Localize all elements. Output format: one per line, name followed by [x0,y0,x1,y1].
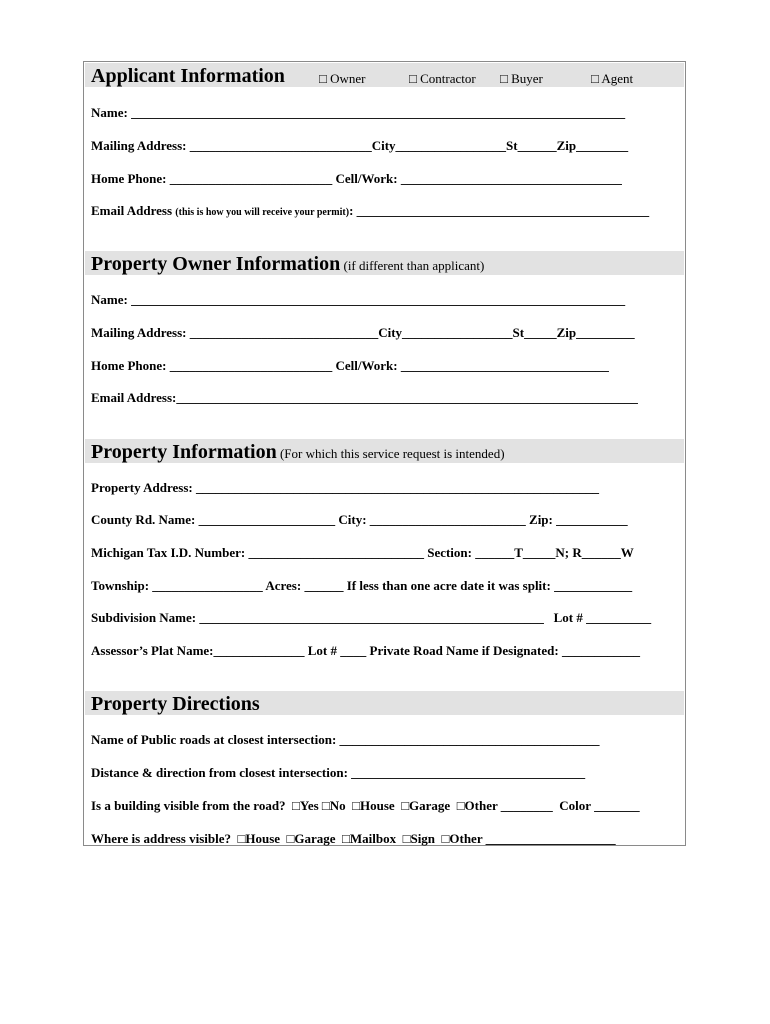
applicant-phone-field[interactable]: Home Phone: _________________________ Cell/Work: __________________________________ [91,171,622,186]
applicant-mailing-address-field[interactable]: Mailing Address: ____________________________City_________________St______Zip________ [91,138,629,153]
subdivision-field[interactable]: Subdivision Name: _____________________________________________________ Lot # __________ [91,610,652,625]
property-address-field[interactable]: Property Address: ______________________________________________________________ [91,480,599,495]
applicant-email-field[interactable] [91,203,649,221]
owner-subheading: (if different than applicant) [340,258,485,273]
owner-email-field[interactable]: Email Address:_______________________________________________________________________ [91,390,638,405]
building-visible-field[interactable]: Is a building visible from the road? □Yes □No □House □Garage □Other ________ Color _______ [91,798,640,813]
permit-form [83,61,686,846]
address-visible-field[interactable]: Where is address visible? □House □Garage □Mailbox □Sign □Other ____________________ [91,831,616,846]
distance-direction-field[interactable]: Distance & direction from closest intersection: ____________________________________ [91,765,586,780]
role-agent-checkbox[interactable]: □ Agent [591,71,634,86]
property-heading-title: Property Information [91,441,277,463]
directions-heading: Property Directions [91,693,260,715]
tax-id-field[interactable]: Michigan Tax I.D. Number: ___________________________ Section: ______T_____N; R______W [91,545,634,560]
property-heading [91,440,505,466]
applicant-heading: Applicant Information [91,65,285,87]
email-label: Email Address [91,203,176,218]
township-field[interactable]: Township: _________________ Acres: ______ If less than one acre date it was split: ____________ [91,578,633,593]
email-note: (this is how you will receive your permit) [175,207,350,218]
public-roads-field[interactable]: Name of Public roads at closest intersection: ________________________________________ [91,732,600,747]
role-contractor-checkbox[interactable]: □ Contractor [409,71,476,86]
email-blank: : _____________________________________________ [349,203,650,218]
owner-heading-title: Property Owner Information [91,253,341,275]
role-buyer-checkbox[interactable]: □ Buyer [500,71,543,86]
owner-phone-field[interactable]: Home Phone: _________________________ Cell/Work: ________________________________ [91,358,609,373]
property-subheading: (For which this service request is intended) [276,446,505,461]
owner-mailing-address-field[interactable]: Mailing Address: _____________________________City_________________St_____Zip_________ [91,325,635,340]
role-owner-checkbox[interactable]: □ Owner [319,71,366,86]
applicant-name-field[interactable]: Name: ____________________________________________________________________________ [91,105,626,120]
county-road-field[interactable]: County Rd. Name: _____________________ City: ________________________ Zip: ___________ [91,512,628,527]
owner-heading [91,252,484,278]
assessor-plat-field[interactable]: Assessor’s Plat Name:______________ Lot # ____ Private Road Name if Designated: ____________ [91,643,640,658]
owner-name-field[interactable]: Name: ____________________________________________________________________________ [91,292,626,307]
